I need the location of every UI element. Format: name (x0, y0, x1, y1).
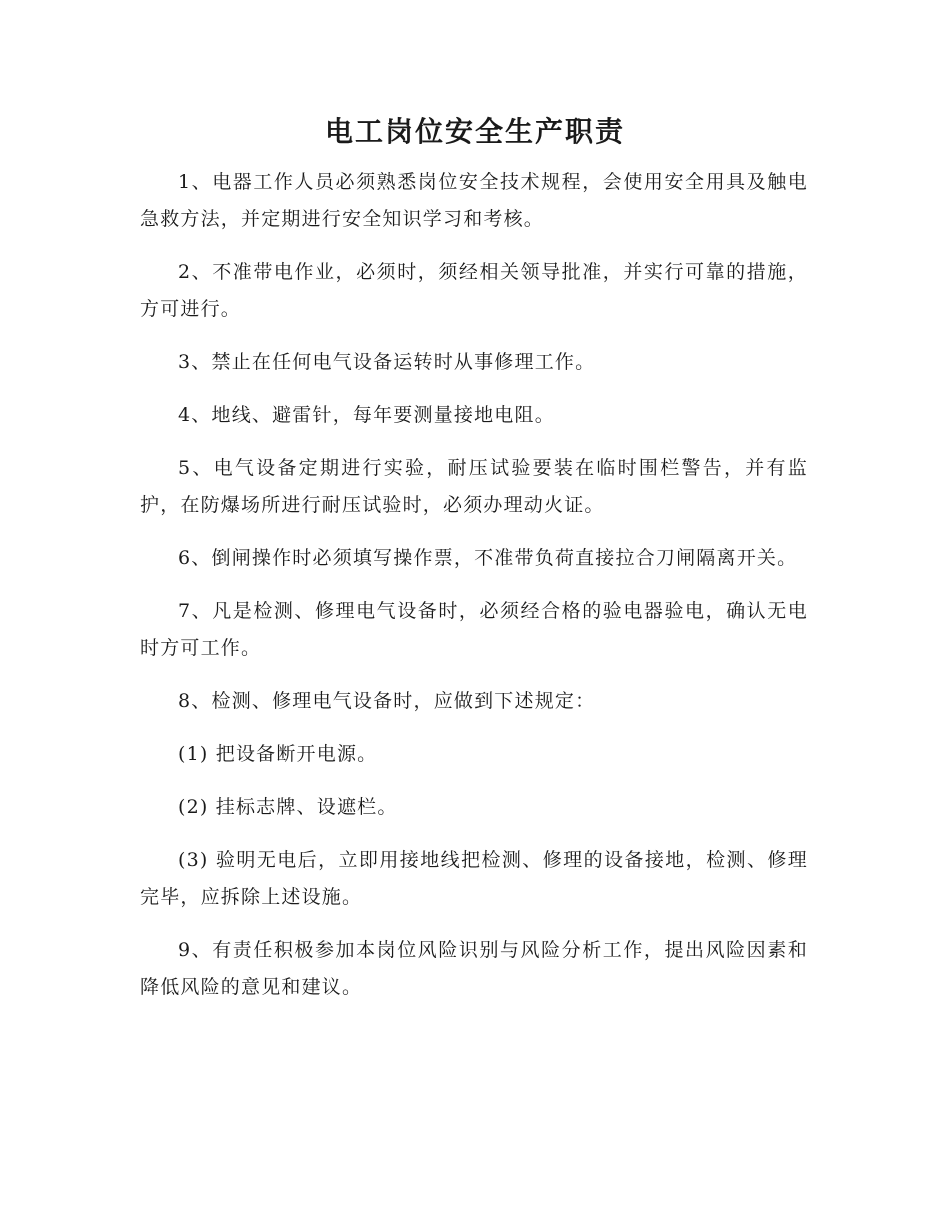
paragraph-6: 6、倒闸操作时必须填写操作票，不准带负荷直接拉合刀闸隔离开关。 (178, 547, 798, 569)
paragraph-1: 1、电器工作人员必须熟悉岗位安全技术规程，会使用安全用具及触电急救方法，并定期进行安全知识学习和考核。 (140, 171, 808, 230)
paragraph-8: 8、检测、修理电气设备时，应做到下述规定： (178, 690, 596, 712)
paragraph-2: 2、不准带电作业，必须时，须经相关领导批准，并实行可靠的措施，方可进行。 (140, 261, 808, 320)
paragraph-9: 9、有责任积极参加本岗位风险识别与风险分析工作，提出风险因素和降低风险的意见和建议。 (140, 939, 808, 998)
paragraph-3: 3、禁止在任何电气设备运转时从事修理工作。 (178, 351, 596, 373)
paragraph-4: 4、地线、避雷针，每年要测量接地电阻。 (178, 404, 555, 426)
paragraph-5: 5、电气设备定期进行实验，耐压试验要装在临时围栏警告，并有监护，在防爆场所进行耐压试验时，必须办理动火证。 (140, 457, 808, 516)
document-title: 电工岗位安全生产职责 (324, 115, 625, 148)
sub-item-2: (2) 挂标志牌、设遮栏。 (178, 796, 398, 818)
sub-item-3: (3) 验明无电后，立即用接地线把检测、修理的设备接地，检测、修理完毕，应拆除上述设施。 (140, 849, 808, 908)
sub-item-1: (1) 把设备断开电源。 (178, 743, 378, 765)
paragraph-7: 7、凡是检测、修理电气设备时，必须经合格的验电器验电，确认无电时方可工作。 (140, 600, 808, 659)
document-body (140, 164, 808, 1022)
